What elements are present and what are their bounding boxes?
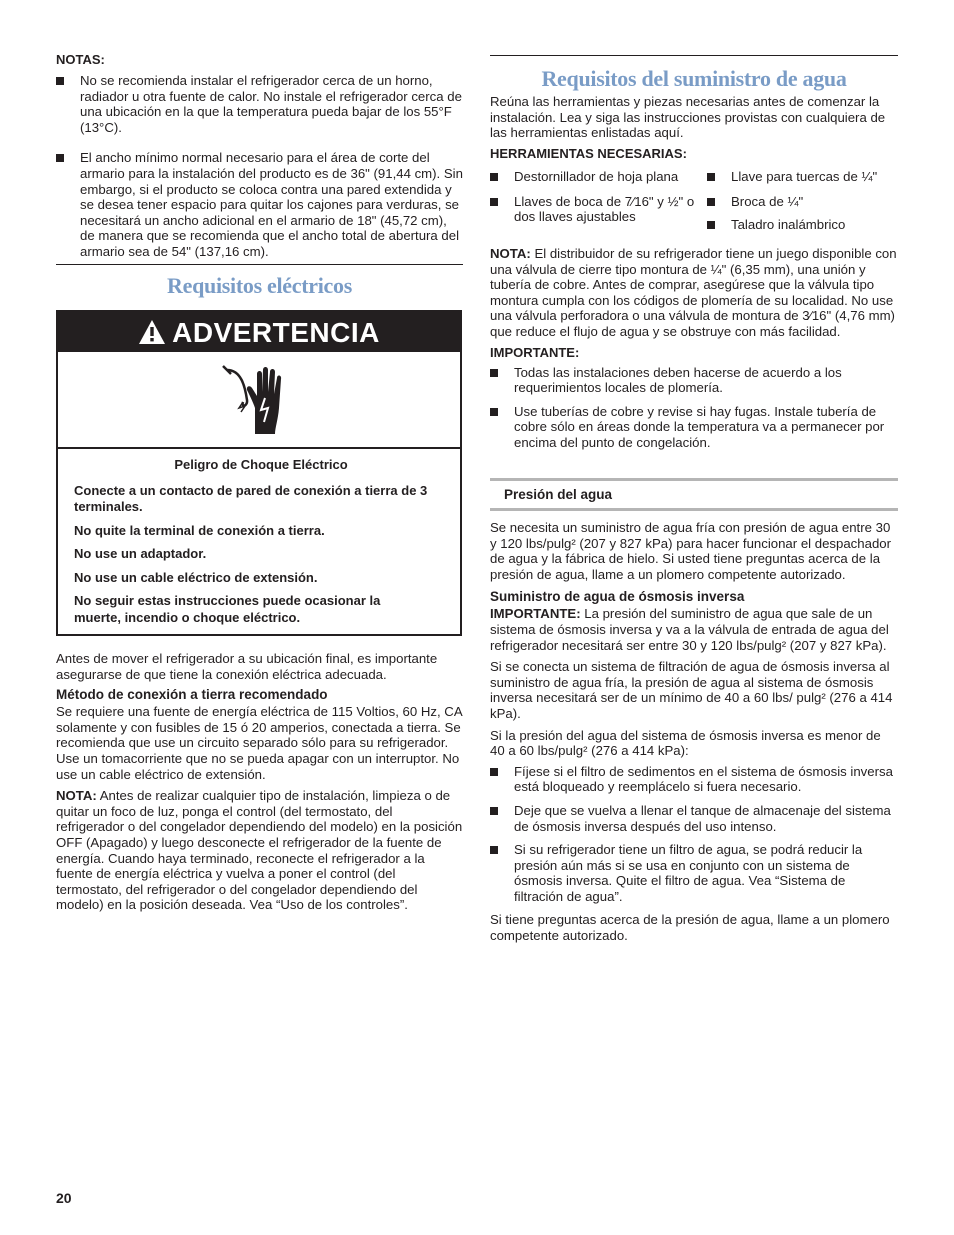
water-pressure-heading: Presión del agua [504,487,613,502]
grounding-method-heading: Método de conexión a tierra recomendado [56,687,328,703]
water-note [490,246,898,340]
list-item: No se recomienda instalar el refrigerador cerca de un horno, radiador u otra fuente de calor. No instale el refrigerador cerca de una ubicación en la que la temperatura pueda bajar de los 55°F (13°C). [56,73,463,135]
warning-line: Conecte a un contacto de pared de conexión a tierra de 3 terminales. [74,482,428,514]
warning-title: ADVERTENCIA [172,317,380,348]
warning-box [56,310,462,636]
note-text: El distribuidor de su refrigerador tiene un juego disponible con una válvula de cierre tipo montura de ¼" (6,35 mm), una unión y tubería de cobre. Antes de comprar, asegúrese que la válvula tipo montura cumpla con los códigos de plomería de su localidad. No use una válvula perforadora o una válvula de montura de 3⁄16" (4,76 mm) que reduce el flujo de agua y se obstruye con más facilidad. [490,246,897,339]
warning-line: No seguir estas instrucciones puede ocasionar la muerte, incendio o choque eléctrico. [74,593,381,625]
electric-shock-hand-icon [221,364,291,438]
section-divider [56,264,463,265]
electric-body [56,651,463,913]
warning-heading: Peligro de Choque Eléctrico [174,457,348,472]
list-item: Taladro inalámbrico [707,217,898,233]
ro-heading: Suministro de agua de ósmosis inversa [490,589,745,605]
subsection-top-bar [490,478,898,481]
electric-section-title: Requisitos eléctricos [167,273,352,298]
list-item: El ancho mínimo normal necesario para el área de corte del armario para la instalación del producto es de 36" (91,44 cm). Sin embargo, si el producto se coloca contra una pared extendida y se desea tener espacio para quitar los cajones para verduras, se necesitará un ancho adicional en el armario de 18" (45,72 cm), de manera que se recomienda que el ancho total de abertura del armario sea de 54" (137,16 cm). [56,150,463,259]
page-number: 20 [56,1190,72,1206]
electric-note [56,788,463,913]
list-item: Todas las instalaciones deben hacerse de acuerdo a los requerimientos locales de plomería. [490,365,898,396]
water-intro-block [490,94,898,161]
water-intro: Reúna las herramientas y piezas necesarias antes de comenzar la instalación. Lea y siga las instrucciones provistas con cualquiera de las herramientas enlistadas aquí. [490,94,886,141]
pressure-body [490,520,898,944]
notas-list [56,73,463,260]
importante-label: IMPORTANTE: [490,344,580,360]
electric-intro: Antes de mover el refrigerador a su ubicación final, es importante asegurarse de que tiene la conexión eléctrica adecuada. [56,651,438,682]
tools-list-col2 [707,169,898,233]
section-divider [490,55,898,56]
warning-line: No use un cable eléctrico de extensión. [74,569,318,585]
ro-paragraph: Si la presión del agua del sistema de ósmosis inversa es menor de 40 a 60 lbs/pulg² (276 a 414 kPa): [490,727,881,759]
notas-label: NOTAS: [56,52,105,67]
note-label: NOTA: [490,246,531,261]
ro-important-text: La presión del suministro de agua que sale de un sistema de ósmosis inversa y va a la válvula de entrada de agua del refrigerador necesitará ser entre 30 y 120 lbs/pulg² (207 y 827 kPa). [490,606,889,653]
ro-important [490,606,898,653]
warning-triangle-icon [138,312,166,357]
note-label: NOTA: [56,788,97,804]
tools-list-col1 [490,169,700,225]
ro-paragraph: Si se conecta un sistema de filtración de agua de ósmosis inversa al suministro de agua fría, la presión de agua al sistema de ósmosis inversa necesitará ser de un mínimo de 40 a 60 lbs/ pulg² (276 a 414 kPa). [490,659,893,721]
closing-text: Si tiene preguntas acerca de la presión de agua, llame a un plomero competente autorizado. [490,912,890,944]
subsection-bottom-bar [490,508,898,511]
warning-icon-area [58,352,460,449]
warning-line: No use un adaptador. [74,546,207,561]
list-item: Fíjese si el filtro de sedimentos en el sistema de ósmosis inversa está bloqueado y reemplácelo si fuera necesario. [490,764,898,795]
list-item: Deje que se vuelva a llenar el tanque de almacenaje del sistema de ósmosis inversa después del uso intenso. [490,803,898,834]
list-item: Llaves de boca de 7⁄16" y ½" o dos llaves ajustables [490,194,700,225]
warning-text [74,457,448,633]
ro-list [490,764,898,905]
list-item: Llave para tuercas de ¼" [707,169,898,185]
list-item: Broca de ¼" [707,194,898,210]
water-note-block [490,246,898,451]
importante-label: IMPORTANTE: [490,606,581,622]
pressure-text: Se necesita un suministro de agua fría con presión de agua entre 30 y 120 lbs/pulg² (207 y 827 kPa) para hacer funcionar el despachador de agua y la fábrica de hielo. Si usted tiene preguntas acerca de la presión de agua, llame a un plomero competente autorizado. [490,520,892,582]
warning-header [58,312,460,352]
list-item: Use tuberías de cobre y revise si hay fugas. Instale tubería de cobre sólo en áreas donde la temperatura va a permanecer por encima del punto de congelación. [490,404,898,451]
grounding-method-text: Se requiere una fuente de energía eléctrica de 115 Voltios, 60 Hz, CA solamente y con fusibles de 15 ó 20 amperios, conectada a tierra. Se recomienda que use un circuito separado sólo para su refrigerador. Use un tomacorriente que no se pueda apagar con un interruptor. No use un cable eléctrico de extensión. [56,704,462,782]
tools-label: HERRAMIENTAS NECESARIAS: [490,145,687,161]
list-item: Si su refrigerador tiene un filtro de agua, se podrá reducir la presión aún más si se usa en conjunto con un sistema de ósmosis inversa. Quite el filtro de agua. Vea “Sistema de filtración de agua”. [490,842,898,904]
note-text: Antes de realizar cualquier tipo de instalación, limpieza o de quitar un foco de luz, ponga el control (del termostato, del refrigerador o del congelador dependiendo del modelo) en la posición OFF (Apagado) y luego desconecte el refrigerador de la fuente de energía. Cuando haya terminado, reconecte el refrigerador a la fuente de energía eléctrica y vuelva a poner el control (del termostato, del refrigerador o del congelador dependiendo del modelo) en la posición deseada. Vea “Uso de los controles”. [56,788,463,913]
warning-line: No quite la terminal de conexión a tierra. [74,522,325,538]
list-item: Destornillador de hoja plana [490,169,700,185]
importante-list [490,365,898,451]
water-section-title: Requisitos del suministro de agua [541,66,847,91]
